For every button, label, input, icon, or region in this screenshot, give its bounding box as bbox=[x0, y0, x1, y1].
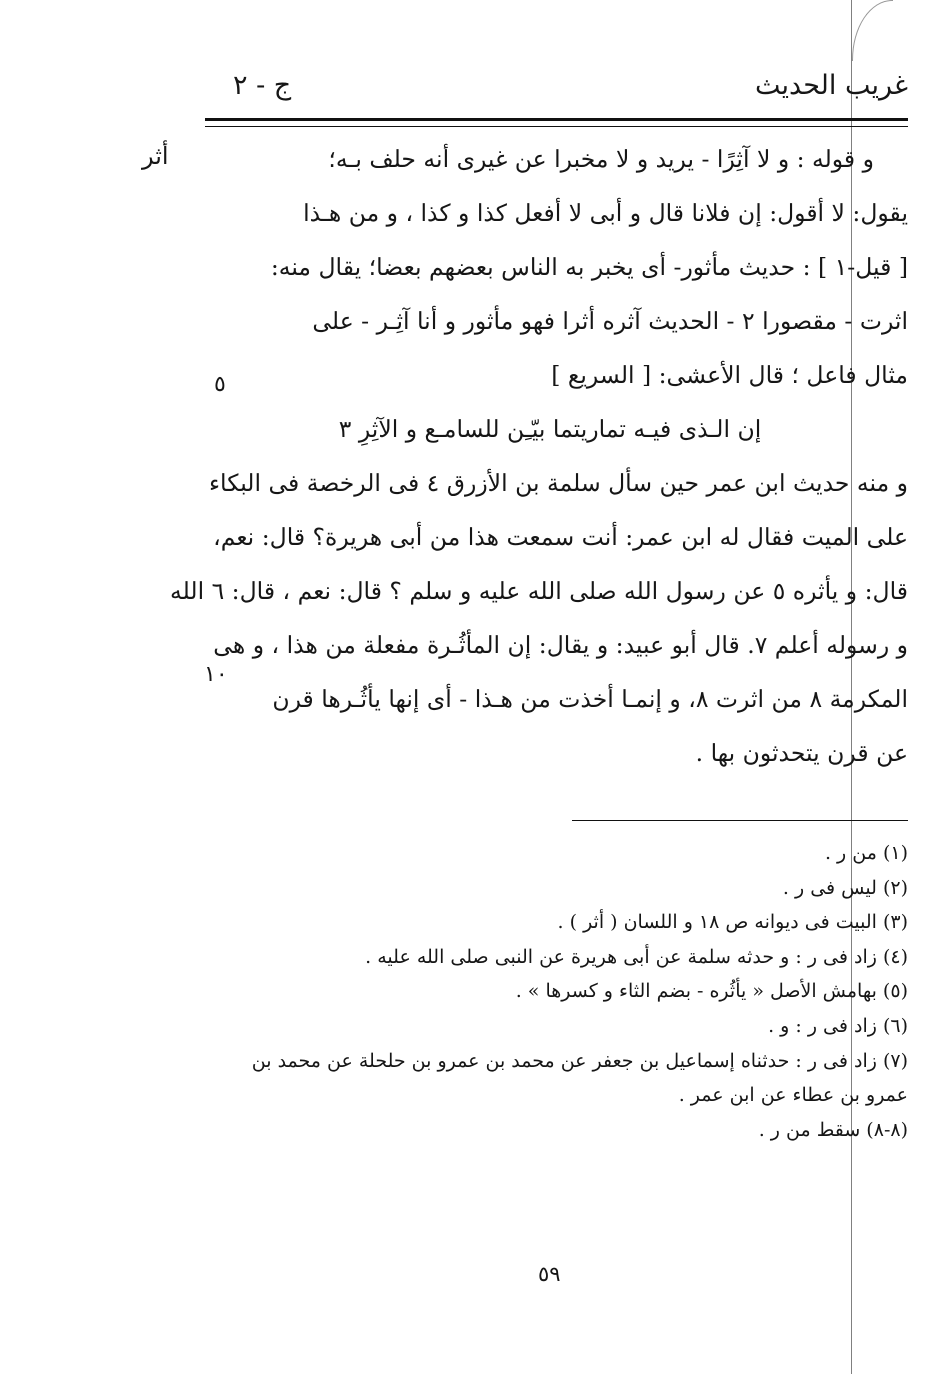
footnote-separator bbox=[572, 820, 908, 821]
margin-keyword: أثر bbox=[142, 142, 169, 170]
text-line: على الميت فقال له ابن عمر: أنت سمعت هذا من أبى هريرة؟ قال: نعم، bbox=[213, 523, 908, 551]
text-line: عن قرن يتحدثون بها . bbox=[695, 739, 908, 767]
text-line: [ قيل-١ ] : حديث مأثور- أى يخبر به الناس بعضهم بعضا؛ يقال منه: bbox=[270, 253, 908, 281]
footnote: (٢) ليس فى ر . bbox=[782, 876, 908, 899]
footnote: (٨-٨) سقط من ر . bbox=[758, 1118, 908, 1141]
footnote: (٥) بهامش الأصل « يأثُره - بضم الثاء و كسرها » . bbox=[515, 980, 908, 1003]
footnote: (٤) زاد فى ر : و حدثه سلمة عن أبى هريرة عن النبى صلى الله عليه . bbox=[365, 945, 908, 968]
footnotes bbox=[208, 836, 908, 1147]
footnote: (٣) البيت فى ديوانه ص ١٨ و اللسان ( أثر ) . bbox=[557, 911, 908, 934]
verse-line: إن الـذى فيـه تماريتما بيّـِن للسامـع و الآثِرِ ٣ bbox=[338, 415, 762, 443]
line-number-5: ٥ bbox=[214, 372, 226, 397]
text-line: و قوله : و لا آثِرًا - يريد و لا مخبرا عن غيرى أنه حلف بـه؛ bbox=[328, 145, 874, 173]
text-line: و رسوله أعلم ٧. قال أبو عبيد: و يقال: إن المأثُـرة مفعلة من هذا ، و هى bbox=[213, 631, 908, 659]
text-line: قال: و يأثره ٥ عن رسول الله صلى الله عليه و سلم ؟ قال: نعم ، قال: ٦ الله bbox=[170, 577, 908, 605]
line-number-10: ١٠ bbox=[204, 662, 228, 687]
text-line: يقول: لا أقول: إن فلانا قال و أبى لا أفعل كذا و كذا ، و من هـذا bbox=[303, 199, 908, 227]
scan-artifact-curve bbox=[852, 0, 893, 61]
footnote-continuation: عمرو بن عطاء عن ابن عمر . bbox=[678, 1084, 908, 1107]
text-line: اثرت - مقصورا ٢ - الحديث آثره أثرا فهو مأثور و أنا آثِـر - على bbox=[312, 307, 908, 335]
header-rule-thick bbox=[205, 118, 908, 121]
text-line: و منه حديث ابن عمر حين سأل سلمة بن الأزرق ٤ فى الرخصة فى البكاء bbox=[209, 469, 908, 497]
running-title: غريب الحديث bbox=[755, 70, 908, 101]
page-number: ٥٩ bbox=[538, 1262, 561, 1286]
footnote: (٧) زاد فى ر : حدثناه إسماعيل بن جعفر عن محمد بن عمرو بن حلحلة عن محمد بن bbox=[251, 1049, 908, 1072]
text-line: المكرمة ٨ من اثرت ٨، و إنمـا أخذت من هـذا - أى إنها يأثُـرها قرن bbox=[272, 685, 908, 713]
footnote: (٦) زاد فى ر : و . bbox=[768, 1014, 908, 1037]
header-rule-thin bbox=[205, 126, 908, 127]
volume-label: ج - ٢ bbox=[233, 70, 292, 101]
text-line: مثال فاعل ؛ قال الأعشى: [ السريع ] bbox=[551, 361, 908, 389]
footnote: (١) من ر . bbox=[824, 842, 908, 864]
